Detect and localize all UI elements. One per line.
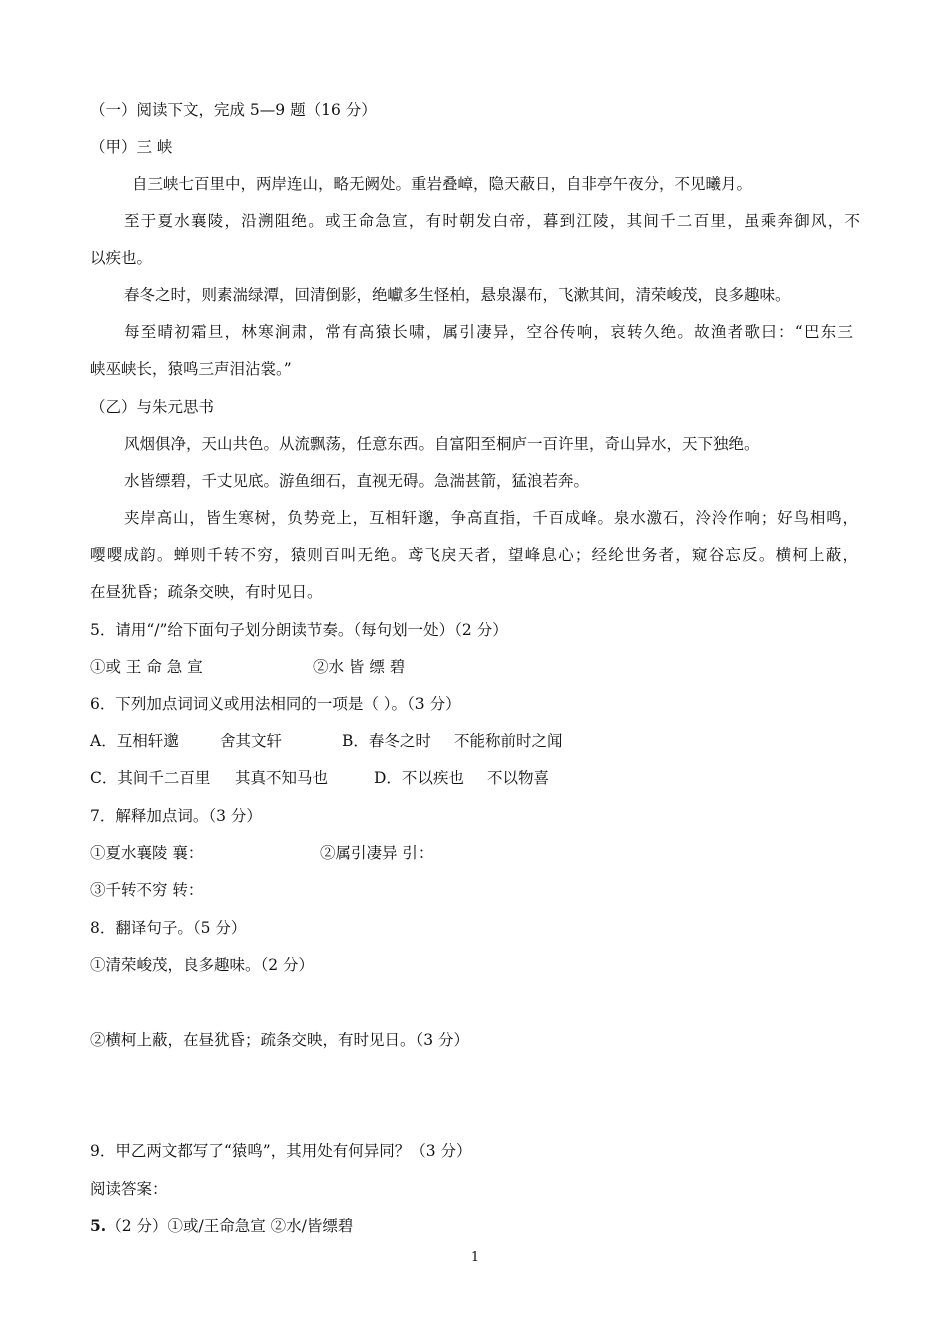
question-6-option-c-1: C．其间千二百里 xyxy=(90,769,211,787)
answer-5 xyxy=(90,1216,353,1236)
question-5-item-a: ①或 王 命 急 宣 xyxy=(90,658,203,676)
passage-b-paragraph-3-line-3: 在昼犹昏；疏条交映，有时见日。 xyxy=(90,583,323,601)
passage-a-paragraph-2-line-2: 以疾也。 xyxy=(90,249,153,267)
passage-b-paragraph-1: 风烟俱净，天山共色。从流飘荡，任意东西。自富阳至桐庐一百许里，奇山异水，天下独绝。 xyxy=(124,435,760,453)
passage-b-paragraph-2: 水皆缥碧，千丈见底。游鱼细石，直视无碍。急湍甚箭，猛浪若奔。 xyxy=(124,472,590,490)
question-5: 5．请用“/”给下面句子划分朗读节奏。（每句划一处）（2 分） xyxy=(90,621,508,639)
question-7-item-a: ①夏水襄陵 襄： xyxy=(90,844,204,862)
question-5-item-b: ②水 皆 缥 碧 xyxy=(313,658,406,676)
passage-b-paragraph-3-line-2: 嘤嘤成韵。蝉则千转不穷，猿则百叫无绝。鸢飞戾天者，望峰息心；经纶世务者，窥谷忘反。横柯上蔽， xyxy=(90,546,858,564)
question-7-item-c: ③千转不穷 转： xyxy=(90,881,204,899)
answers-heading: 阅读答案： xyxy=(90,1180,168,1198)
passage-a-title: （甲）三 峡 xyxy=(90,138,173,156)
question-7-item-b: ②属引凄异 引： xyxy=(320,844,434,862)
question-6-option-d-2: 不以物喜 xyxy=(487,769,550,787)
passage-a-paragraph-1: 自三峡七百里中，两岸连山，略无阙处。重岩叠嶂，隐天蔽日，自非亭午夜分，不见曦月。 xyxy=(132,175,753,193)
question-6-option-b-2: 不能称前时之闻 xyxy=(454,732,563,750)
passage-b-paragraph-3-line-1: 夹岸高山，皆生寒树，负势竞上，互相轩邈，争高直指，千百成峰。泉水激石，泠泠作响；好鸟相鸣， xyxy=(124,509,858,527)
page-number: 1 xyxy=(470,1250,480,1265)
answer-5-text: （2 分）①或/王命急宣 ②水/皆缥碧 xyxy=(106,1217,354,1235)
passage-b-title: （乙）与朱元思书 xyxy=(90,398,215,416)
passage-a-paragraph-4-line-2: 峡巫峡长，猿鸣三声泪沾裳。” xyxy=(90,360,292,378)
question-7: 7．解释加点词。（3 分） xyxy=(90,807,262,825)
question-6-option-b-1: B．春冬之时 xyxy=(342,732,431,750)
question-9: 9．甲乙两文都写了“猿鸣”，其用处有何异同？（3 分） xyxy=(90,1142,472,1160)
question-6-option-c-2: 其真不知马也 xyxy=(235,769,329,787)
question-6: 6．下列加点词词义或用法相同的一项是（ ）。（3 分） xyxy=(90,695,461,713)
passage-a-paragraph-3: 春冬之时，则素湍绿潭，回清倒影，绝巘多生怪柏，悬泉瀑布，飞漱其间，清荣峻茂，良多趣味。 xyxy=(124,286,791,304)
question-8-item-b: ②横柯上蔽，在昼犹昏；疏条交映，有时见日。（3 分） xyxy=(90,1031,470,1049)
passage-a-paragraph-2-line-1: 至于夏水襄陵，沿溯阻绝。或王命急宣，有时朝发白帝，暮到江陵，其间千二百里，虽乘奔御风，不 xyxy=(124,212,860,230)
question-8: 8．翻译句子。（5 分） xyxy=(90,919,247,937)
question-6-option-a-1: A．互相轩邈 xyxy=(90,732,179,750)
section-heading: （一）阅读下文，完成 5—9 题（16 分） xyxy=(90,101,377,119)
question-6-option-a-2: 舍其文轩 xyxy=(220,732,283,750)
answer-5-label: 5. xyxy=(90,1216,107,1235)
question-6-option-d-1: D．不以疾也 xyxy=(374,769,464,787)
question-8-item-a: ①清荣峻茂，良多趣味。（2 分） xyxy=(90,956,315,974)
passage-a-paragraph-4-line-1: 每至晴初霜旦，林寒涧肃，常有高猿长啸，属引凄异，空谷传响，哀转久绝。故渔者歌曰：“巴东三 xyxy=(124,323,853,341)
